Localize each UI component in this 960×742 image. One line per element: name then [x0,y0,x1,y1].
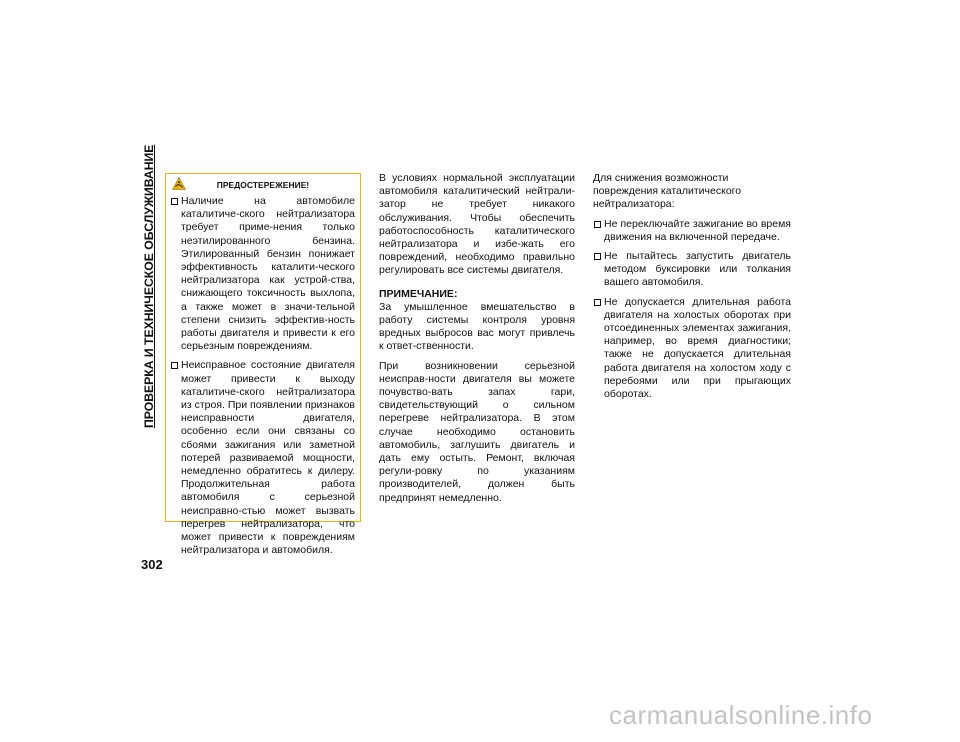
note-title: ПРИМЕЧАНИЕ: [379,287,458,300]
column-right [593,172,791,407]
paragraph: При возникновении серьезной неисправ-ности двигателя вы можете почувство-вать запах гари, свидетельствующий о сильном перегреве нейтрализатора. В этом случае необходимо остановить автомобиль, заглушить двигатель и дать ему остыть. Ремонт, включая регули-ровку по указаниям производителей, должен быть предпринят немедленно. [379,359,575,504]
warning-title: ПРЕДОСТЕРЕЖЕНИЕ! [216,180,310,190]
section-title-vertical [142,144,156,428]
warning-item-text: Наличие на автомобиле каталитиче-ского нейтрализатора требует приме-нения только неэтилированного бензина. Этилированный бензин понижает эффективность каталити-ческого нейтрализатора как устрой-ства, снижающего токсичность выхлопа, а также может в значи-тельной степени снизить эффектив-ность работы двигателя и привести к его серьезным повреждениям. [181,195,355,353]
list-item [593,250,791,290]
intro-text: Для снижения возможности повреждения каталитического нейтрализатора: [593,172,742,211]
column-middle [379,172,575,511]
list-item [593,296,791,402]
warning-box [165,173,361,557]
list-item-text: Не пытайтесь запустить двигатель методом буксировки или толкания вашего автомобиля. [604,250,791,289]
warning-content [170,195,355,563]
warning-item [170,195,355,353]
note-text: За умышленное вмешательство в работу системы контроля уровня вредных выбросов вас могут привлечь к ответ-ственности. [379,300,575,353]
warning-item-text: Неисправное состояние двигателя может привести к выходу каталитиче-ского нейтрализатора из строя. При появлении признаков неисправности двигателя, особенно если они связаны со сбоями зажигания или заметной потерей развиваемой мощности, немедленно обратитесь к дилеру. Продолжительная работа автомобиля с серьезной неисправно-стью может вызвать перегрев нейтрализатора, что может привести к повреждениям нейтрализатора и автомобиля. [181,359,355,557]
list-item-text: Не допускается длительная работа двигателя на холостых оборотах при отсоединенных элементах зажигания, например, во время диагностики; также не допускается длительная работа двигателя на холостом ходу с перебоями или при прыгающих оборотах. [604,295,791,401]
page-number: 302 [141,557,163,572]
list-item-text: Не переключайте зажигание во время движения на включенной передаче. [604,217,791,243]
warning-item [170,359,355,557]
section-title: ПРОВЕРКА И ТЕХНИЧЕСКОЕ ОБСЛУЖИВАНИЕ [142,144,156,428]
warning-header [166,174,360,194]
list-item [593,218,791,244]
checkbox-bullet-icon [171,198,178,205]
checkbox-bullet-icon [171,362,178,369]
watermark: carmanualsonline.info [609,700,873,730]
paragraph: В условиях нормальной эксплуатации автомобиля каталитический нейтрали-затор не требует никакого обслуживания. Чтобы обеспечить работоспособность каталитического нейтрализатора и избе-жать его повреждений, необходимо правильно регулировать все системы двигателя. [379,172,575,277]
checkbox-bullet-icon [594,221,601,228]
checkbox-bullet-icon [594,253,601,260]
checkbox-bullet-icon [594,299,601,306]
